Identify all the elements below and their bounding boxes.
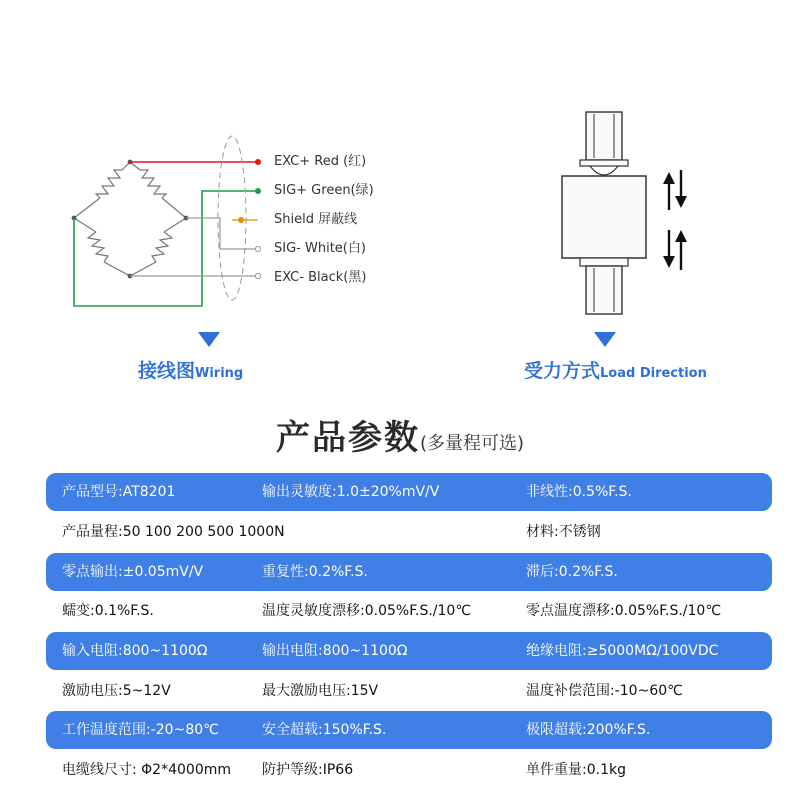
spec-cell: 蠕变:0.1%F.S. — [62, 603, 154, 619]
wiring-down-arrow-icon — [198, 332, 220, 347]
spec-cell: 滞后:0.2%F.S. — [526, 564, 618, 580]
spec-row — [46, 751, 772, 789]
spec-cell: 电缆线尺寸: Φ2*4000mm — [62, 762, 231, 778]
spec-cell: 工作温度范围:-20~80℃ — [62, 722, 219, 738]
wire-label-shield: Shield 屏蔽线 — [274, 212, 358, 227]
spec-row — [46, 632, 772, 670]
spec-cell: 防护等级:IP66 — [262, 762, 354, 778]
spec-cell: 材料:不锈钢 — [526, 524, 601, 540]
load-caption — [524, 356, 707, 383]
spec-row — [46, 592, 772, 630]
terminal-dots — [238, 159, 261, 279]
spec-cell: 输入电阻:800~1100Ω — [62, 643, 208, 659]
spec-cell: 绝缘电阻:≥5000MΩ/100VDC — [526, 643, 719, 659]
spec-row — [46, 553, 772, 591]
load-arrows-icon — [663, 170, 687, 270]
page-title-main: 产品参数 — [275, 418, 420, 458]
spec-cell: 输出电阻:800~1100Ω — [262, 643, 408, 659]
page-title-sub: (多量程可选) — [419, 433, 525, 454]
load-caption-en: Load Direction — [600, 366, 707, 381]
bridge-resistors — [74, 162, 186, 276]
load-cell-drawing — [540, 100, 720, 350]
spec-cell: 产品量程:50 100 200 500 1000N — [62, 524, 285, 540]
wiring-caption-main: 接线图 — [138, 360, 196, 382]
spec-cell: 激励电压:5~12V — [62, 683, 171, 699]
wiring-caption — [138, 356, 243, 383]
wire-label-sig-minus: SIG- White(白) — [274, 241, 366, 256]
spec-cell: 产品型号:AT8201 — [62, 484, 176, 500]
spec-cell: 安全超载:150%F.S. — [262, 722, 387, 738]
spec-cell: 输出灵敏度:1.0±20%mV/V — [262, 484, 440, 500]
spec-cell: 最大激励电压:15V — [262, 683, 379, 699]
spec-row — [46, 711, 772, 749]
wiring-caption-en: Wiring — [195, 366, 244, 381]
spec-cell: 非线性:0.5%F.S. — [526, 484, 632, 500]
spec-cell: 极限超载:200%F.S. — [526, 722, 651, 738]
spec-cell: 零点输出:±0.05mV/V — [62, 564, 204, 580]
spec-row — [46, 513, 772, 551]
spec-cell: 温度补偿范围:-10~60℃ — [526, 683, 683, 699]
spec-cell: 零点温度漂移:0.05%F.S./10℃ — [526, 603, 722, 619]
bridge-nodes — [72, 160, 189, 279]
spec-cell: 单件重量:0.1kg — [526, 762, 626, 778]
wire-label-sig-plus: SIG+ Green(绿) — [274, 183, 374, 198]
spec-cell: 重复性:0.2%F.S. — [262, 564, 368, 580]
wire-label-exc-plus: EXC+ Red (红) — [274, 154, 367, 169]
load-caption-main: 受力方式 — [524, 360, 601, 382]
wire-sig-minus — [186, 218, 258, 249]
spec-row — [46, 473, 772, 511]
spec-row — [46, 672, 772, 710]
wire-label-exc-minus: EXC- Black(黑) — [274, 270, 367, 285]
spec-cell: 温度灵敏度漂移:0.05%F.S./10℃ — [262, 603, 472, 619]
page-title — [0, 410, 800, 459]
